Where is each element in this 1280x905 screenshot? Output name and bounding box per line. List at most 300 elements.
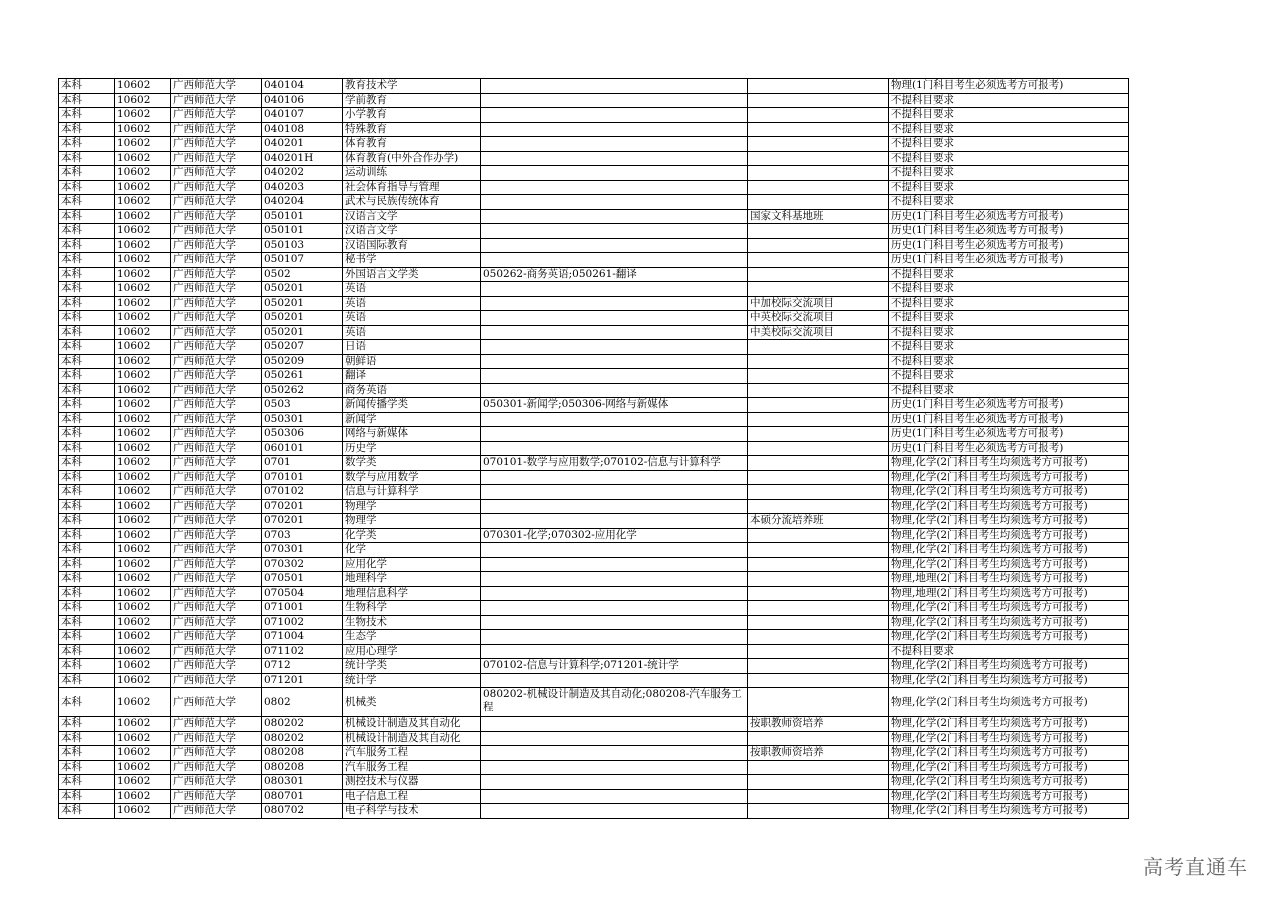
school-code-cell: 10602 bbox=[115, 688, 171, 717]
major-name-cell: 体育教育(中外合作办学) bbox=[343, 151, 481, 166]
included-majors-cell bbox=[481, 180, 748, 195]
school-code-cell: 10602 bbox=[115, 775, 171, 790]
level-cell: 本科 bbox=[59, 804, 115, 819]
major-code-cell: 050207 bbox=[262, 340, 343, 355]
school-name-cell: 广西师范大学 bbox=[171, 688, 262, 717]
major-code-cell: 071001 bbox=[262, 601, 343, 616]
level-cell: 本科 bbox=[59, 427, 115, 442]
table-row bbox=[59, 79, 1129, 94]
level-cell: 本科 bbox=[59, 586, 115, 601]
school-code-cell: 10602 bbox=[115, 499, 171, 514]
major-name-cell: 英语 bbox=[343, 282, 481, 297]
level-cell: 本科 bbox=[59, 122, 115, 137]
school-name-cell: 广西师范大学 bbox=[171, 137, 262, 152]
major-name-cell: 新闻学 bbox=[343, 412, 481, 427]
remarks-cell: 国家文科基地班 bbox=[748, 209, 889, 224]
remarks-cell bbox=[748, 441, 889, 456]
remarks-cell bbox=[748, 760, 889, 775]
subject-requirement-cell: 历史(1门科目考生必须选考方可报考) bbox=[889, 253, 1129, 268]
included-majors-cell bbox=[481, 775, 748, 790]
school-name-cell: 广西师范大学 bbox=[171, 615, 262, 630]
major-name-cell: 统计学类 bbox=[343, 659, 481, 674]
remarks-cell bbox=[748, 470, 889, 485]
subject-requirement-cell: 不提科目要求 bbox=[889, 108, 1129, 123]
remarks-cell bbox=[748, 122, 889, 137]
remarks-cell bbox=[748, 644, 889, 659]
remarks-cell bbox=[748, 630, 889, 645]
major-code-cell: 071201 bbox=[262, 673, 343, 688]
table-row bbox=[59, 528, 1129, 543]
school-name-cell: 广西师范大学 bbox=[171, 340, 262, 355]
remarks-cell bbox=[748, 224, 889, 239]
table-row bbox=[59, 775, 1129, 790]
included-majors-cell bbox=[481, 383, 748, 398]
school-name-cell: 广西师范大学 bbox=[171, 760, 262, 775]
subject-requirement-cell: 物理(1门科目考生必须选考方可报考) bbox=[889, 79, 1129, 94]
subject-requirement-cell: 历史(1门科目考生必须选考方可报考) bbox=[889, 238, 1129, 253]
school-name-cell: 广西师范大学 bbox=[171, 398, 262, 413]
level-cell: 本科 bbox=[59, 456, 115, 471]
school-code-cell: 10602 bbox=[115, 108, 171, 123]
school-name-cell: 广西师范大学 bbox=[171, 557, 262, 572]
table-row bbox=[59, 122, 1129, 137]
remarks-cell: 中加校际交流项目 bbox=[748, 296, 889, 311]
major-code-cell: 050103 bbox=[262, 238, 343, 253]
school-name-cell: 广西师范大学 bbox=[171, 528, 262, 543]
major-name-cell: 数学类 bbox=[343, 456, 481, 471]
table-row bbox=[59, 731, 1129, 746]
included-majors-cell bbox=[481, 470, 748, 485]
subject-requirement-cell: 物理,化学(2门科目考生均须选考方可报考) bbox=[889, 543, 1129, 558]
level-cell: 本科 bbox=[59, 93, 115, 108]
school-name-cell: 广西师范大学 bbox=[171, 731, 262, 746]
level-cell: 本科 bbox=[59, 630, 115, 645]
table-row bbox=[59, 209, 1129, 224]
included-majors-cell bbox=[481, 601, 748, 616]
table-row bbox=[59, 456, 1129, 471]
remarks-cell bbox=[748, 238, 889, 253]
major-code-cell: 0712 bbox=[262, 659, 343, 674]
remarks-cell bbox=[748, 615, 889, 630]
school-code-cell: 10602 bbox=[115, 659, 171, 674]
remarks-cell bbox=[748, 79, 889, 94]
included-majors-cell bbox=[481, 804, 748, 819]
school-name-cell: 广西师范大学 bbox=[171, 717, 262, 732]
school-code-cell: 10602 bbox=[115, 789, 171, 804]
major-code-cell: 050209 bbox=[262, 354, 343, 369]
table-row bbox=[59, 804, 1129, 819]
remarks-cell bbox=[748, 369, 889, 384]
major-name-cell: 统计学 bbox=[343, 673, 481, 688]
included-majors-cell bbox=[481, 557, 748, 572]
major-code-cell: 071102 bbox=[262, 644, 343, 659]
major-name-cell: 机械设计制造及其自动化 bbox=[343, 731, 481, 746]
major-code-cell: 050201 bbox=[262, 296, 343, 311]
table-row bbox=[59, 586, 1129, 601]
school-name-cell: 广西师范大学 bbox=[171, 267, 262, 282]
major-name-cell: 武术与民族传统体育 bbox=[343, 195, 481, 210]
school-code-cell: 10602 bbox=[115, 746, 171, 761]
remarks-cell bbox=[748, 456, 889, 471]
major-name-cell: 机械设计制造及其自动化 bbox=[343, 717, 481, 732]
major-name-cell: 社会体育指导与管理 bbox=[343, 180, 481, 195]
remarks-cell bbox=[748, 398, 889, 413]
level-cell: 本科 bbox=[59, 557, 115, 572]
subject-requirement-cell: 物理,化学(2门科目考生均须选考方可报考) bbox=[889, 659, 1129, 674]
included-majors-cell: 070101-数学与应用数学;070102-信息与计算科学 bbox=[481, 456, 748, 471]
table-row bbox=[59, 717, 1129, 732]
level-cell: 本科 bbox=[59, 180, 115, 195]
major-name-cell: 运动训练 bbox=[343, 166, 481, 181]
major-name-cell: 商务英语 bbox=[343, 383, 481, 398]
major-code-cell: 050107 bbox=[262, 253, 343, 268]
included-majors-cell bbox=[481, 673, 748, 688]
major-code-cell: 070201 bbox=[262, 499, 343, 514]
school-code-cell: 10602 bbox=[115, 195, 171, 210]
remarks-cell bbox=[748, 253, 889, 268]
major-name-cell: 地理信息科学 bbox=[343, 586, 481, 601]
subject-requirement-cell: 不提科目要求 bbox=[889, 296, 1129, 311]
major-name-cell: 数学与应用数学 bbox=[343, 470, 481, 485]
school-name-cell: 广西师范大学 bbox=[171, 166, 262, 181]
included-majors-cell bbox=[481, 731, 748, 746]
major-code-cell: 050101 bbox=[262, 209, 343, 224]
subject-requirement-cell: 不提科目要求 bbox=[889, 282, 1129, 297]
school-name-cell: 广西师范大学 bbox=[171, 789, 262, 804]
school-name-cell: 广西师范大学 bbox=[171, 804, 262, 819]
included-majors-cell bbox=[481, 615, 748, 630]
subject-requirement-cell: 物理,化学(2门科目考生均须选考方可报考) bbox=[889, 499, 1129, 514]
table-row bbox=[59, 151, 1129, 166]
subject-requirement-cell: 不提科目要求 bbox=[889, 151, 1129, 166]
school-code-cell: 10602 bbox=[115, 586, 171, 601]
school-name-cell: 广西师范大学 bbox=[171, 427, 262, 442]
subject-requirement-cell: 不提科目要求 bbox=[889, 93, 1129, 108]
major-name-cell: 汉语言文学 bbox=[343, 209, 481, 224]
major-name-cell: 教育技术学 bbox=[343, 79, 481, 94]
table-row bbox=[59, 311, 1129, 326]
table-row bbox=[59, 514, 1129, 529]
major-code-cell: 080208 bbox=[262, 760, 343, 775]
subject-requirement-cell: 物理,化学(2门科目考生均须选考方可报考) bbox=[889, 557, 1129, 572]
subject-requirement-cell: 物理,化学(2门科目考生均须选考方可报考) bbox=[889, 673, 1129, 688]
table-row bbox=[59, 383, 1129, 398]
remarks-cell bbox=[748, 731, 889, 746]
included-majors-cell bbox=[481, 151, 748, 166]
included-majors-cell bbox=[481, 325, 748, 340]
level-cell: 本科 bbox=[59, 601, 115, 616]
school-name-cell: 广西师范大学 bbox=[171, 354, 262, 369]
table-row bbox=[59, 673, 1129, 688]
level-cell: 本科 bbox=[59, 108, 115, 123]
major-code-cell: 040108 bbox=[262, 122, 343, 137]
school-code-cell: 10602 bbox=[115, 253, 171, 268]
subject-requirement-cell: 历史(1门科目考生必须选考方可报考) bbox=[889, 441, 1129, 456]
major-code-cell: 050101 bbox=[262, 224, 343, 239]
table-row bbox=[59, 470, 1129, 485]
school-name-cell: 广西师范大学 bbox=[171, 543, 262, 558]
level-cell: 本科 bbox=[59, 311, 115, 326]
included-majors-cell: 070102-信息与计算科学;071201-统计学 bbox=[481, 659, 748, 674]
included-majors-cell bbox=[481, 93, 748, 108]
subject-requirement-cell: 物理,化学(2门科目考生均须选考方可报考) bbox=[889, 717, 1129, 732]
remarks-cell bbox=[748, 108, 889, 123]
school-name-cell: 广西师范大学 bbox=[171, 746, 262, 761]
remarks-cell bbox=[748, 354, 889, 369]
included-majors-cell bbox=[481, 79, 748, 94]
school-code-cell: 10602 bbox=[115, 412, 171, 427]
subject-requirement-cell: 物理,化学(2门科目考生均须选考方可报考) bbox=[889, 528, 1129, 543]
school-code-cell: 10602 bbox=[115, 543, 171, 558]
school-code-cell: 10602 bbox=[115, 224, 171, 239]
table-row bbox=[59, 543, 1129, 558]
major-name-cell: 生物科学 bbox=[343, 601, 481, 616]
level-cell: 本科 bbox=[59, 615, 115, 630]
school-code-cell: 10602 bbox=[115, 238, 171, 253]
table-row bbox=[59, 195, 1129, 210]
level-cell: 本科 bbox=[59, 151, 115, 166]
included-majors-cell bbox=[481, 209, 748, 224]
school-code-cell: 10602 bbox=[115, 369, 171, 384]
school-name-cell: 广西师范大学 bbox=[171, 151, 262, 166]
table-row bbox=[59, 789, 1129, 804]
school-code-cell: 10602 bbox=[115, 760, 171, 775]
table-row bbox=[59, 659, 1129, 674]
major-code-cell: 080202 bbox=[262, 717, 343, 732]
school-name-cell: 广西师范大学 bbox=[171, 412, 262, 427]
subject-requirement-cell: 历史(1门科目考生必须选考方可报考) bbox=[889, 209, 1129, 224]
major-code-cell: 070101 bbox=[262, 470, 343, 485]
included-majors-cell bbox=[481, 340, 748, 355]
school-name-cell: 广西师范大学 bbox=[171, 325, 262, 340]
level-cell: 本科 bbox=[59, 369, 115, 384]
major-code-cell: 050201 bbox=[262, 325, 343, 340]
subject-requirement-cell: 不提科目要求 bbox=[889, 383, 1129, 398]
level-cell: 本科 bbox=[59, 166, 115, 181]
major-name-cell: 外国语言文学类 bbox=[343, 267, 481, 282]
subject-requirement-cell: 历史(1门科目考生必须选考方可报考) bbox=[889, 398, 1129, 413]
school-name-cell: 广西师范大学 bbox=[171, 108, 262, 123]
included-majors-cell bbox=[481, 296, 748, 311]
major-name-cell: 生物技术 bbox=[343, 615, 481, 630]
major-name-cell: 测控技术与仪器 bbox=[343, 775, 481, 790]
school-code-cell: 10602 bbox=[115, 528, 171, 543]
remarks-cell bbox=[748, 775, 889, 790]
remarks-cell bbox=[748, 383, 889, 398]
subject-requirement-cell: 物理,化学(2门科目考生均须选考方可报考) bbox=[889, 630, 1129, 645]
level-cell: 本科 bbox=[59, 412, 115, 427]
subject-requirement-cell: 不提科目要求 bbox=[889, 122, 1129, 137]
major-code-cell: 050301 bbox=[262, 412, 343, 427]
major-name-cell: 网络与新媒体 bbox=[343, 427, 481, 442]
school-code-cell: 10602 bbox=[115, 151, 171, 166]
level-cell: 本科 bbox=[59, 775, 115, 790]
school-code-cell: 10602 bbox=[115, 383, 171, 398]
level-cell: 本科 bbox=[59, 717, 115, 732]
table-row bbox=[59, 325, 1129, 340]
remarks-cell bbox=[748, 572, 889, 587]
school-name-cell: 广西师范大学 bbox=[171, 296, 262, 311]
school-name-cell: 广西师范大学 bbox=[171, 485, 262, 500]
school-code-cell: 10602 bbox=[115, 470, 171, 485]
subject-requirement-cell: 不提科目要求 bbox=[889, 267, 1129, 282]
school-name-cell: 广西师范大学 bbox=[171, 209, 262, 224]
school-name-cell: 广西师范大学 bbox=[171, 470, 262, 485]
subject-requirement-cell: 物理,地理(2门科目考生均须选考方可报考) bbox=[889, 586, 1129, 601]
level-cell: 本科 bbox=[59, 543, 115, 558]
major-code-cell: 080208 bbox=[262, 746, 343, 761]
subject-requirement-cell: 物理,化学(2门科目考生均须选考方可报考) bbox=[889, 688, 1129, 717]
major-name-cell: 应用心理学 bbox=[343, 644, 481, 659]
major-name-cell: 英语 bbox=[343, 325, 481, 340]
major-name-cell: 物理学 bbox=[343, 499, 481, 514]
major-code-cell: 0701 bbox=[262, 456, 343, 471]
school-code-cell: 10602 bbox=[115, 804, 171, 819]
included-majors-cell bbox=[481, 644, 748, 659]
included-majors-cell bbox=[481, 717, 748, 732]
subject-requirement-cell: 不提科目要求 bbox=[889, 311, 1129, 326]
subject-requirement-cell: 物理,化学(2门科目考生均须选考方可报考) bbox=[889, 615, 1129, 630]
school-name-cell: 广西师范大学 bbox=[171, 282, 262, 297]
table-body bbox=[59, 79, 1129, 819]
table-row bbox=[59, 760, 1129, 775]
subject-requirement-cell: 不提科目要求 bbox=[889, 325, 1129, 340]
table-row bbox=[59, 630, 1129, 645]
school-code-cell: 10602 bbox=[115, 514, 171, 529]
table-row bbox=[59, 557, 1129, 572]
level-cell: 本科 bbox=[59, 195, 115, 210]
table-row bbox=[59, 296, 1129, 311]
included-majors-cell bbox=[481, 354, 748, 369]
school-code-cell: 10602 bbox=[115, 166, 171, 181]
major-name-cell: 电子信息工程 bbox=[343, 789, 481, 804]
table-row bbox=[59, 253, 1129, 268]
school-code-cell: 10602 bbox=[115, 456, 171, 471]
subject-requirement-cell: 物理,化学(2门科目考生均须选考方可报考) bbox=[889, 789, 1129, 804]
subject-requirement-cell: 物理,化学(2门科目考生均须选考方可报考) bbox=[889, 746, 1129, 761]
included-majors-cell: 070301-化学;070302-应用化学 bbox=[481, 528, 748, 543]
included-majors-cell bbox=[481, 137, 748, 152]
table-row bbox=[59, 412, 1129, 427]
school-code-cell: 10602 bbox=[115, 630, 171, 645]
table-row bbox=[59, 180, 1129, 195]
included-majors-cell bbox=[481, 238, 748, 253]
level-cell: 本科 bbox=[59, 789, 115, 804]
included-majors-cell bbox=[481, 789, 748, 804]
major-name-cell: 汉语言文学 bbox=[343, 224, 481, 239]
major-name-cell: 应用化学 bbox=[343, 557, 481, 572]
school-code-cell: 10602 bbox=[115, 615, 171, 630]
subject-requirement-cell: 不提科目要求 bbox=[889, 644, 1129, 659]
level-cell: 本科 bbox=[59, 470, 115, 485]
major-code-cell: 0503 bbox=[262, 398, 343, 413]
table-row bbox=[59, 282, 1129, 297]
included-majors-cell bbox=[481, 195, 748, 210]
level-cell: 本科 bbox=[59, 354, 115, 369]
major-name-cell: 日语 bbox=[343, 340, 481, 355]
school-code-cell: 10602 bbox=[115, 340, 171, 355]
included-majors-cell bbox=[481, 166, 748, 181]
level-cell: 本科 bbox=[59, 572, 115, 587]
major-code-cell: 0502 bbox=[262, 267, 343, 282]
major-name-cell: 化学 bbox=[343, 543, 481, 558]
included-majors-cell: 050301-新闻学;050306-网络与新媒体 bbox=[481, 398, 748, 413]
remarks-cell bbox=[748, 528, 889, 543]
level-cell: 本科 bbox=[59, 485, 115, 500]
table-row bbox=[59, 238, 1129, 253]
included-majors-cell: 050262-商务英语;050261-翻译 bbox=[481, 267, 748, 282]
school-name-cell: 广西师范大学 bbox=[171, 630, 262, 645]
school-name-cell: 广西师范大学 bbox=[171, 456, 262, 471]
major-code-cell: 040202 bbox=[262, 166, 343, 181]
major-code-cell: 040107 bbox=[262, 108, 343, 123]
included-majors-cell bbox=[481, 514, 748, 529]
major-code-cell: 0802 bbox=[262, 688, 343, 717]
school-name-cell: 广西师范大学 bbox=[171, 224, 262, 239]
watermark-text: 高考直通车 bbox=[1143, 855, 1248, 879]
included-majors-cell bbox=[481, 282, 748, 297]
level-cell: 本科 bbox=[59, 253, 115, 268]
remarks-cell bbox=[748, 789, 889, 804]
included-majors-cell bbox=[481, 122, 748, 137]
admission-requirements-table bbox=[58, 78, 1129, 819]
major-code-cell: 070504 bbox=[262, 586, 343, 601]
subject-requirement-cell: 历史(1门科目考生必须选考方可报考) bbox=[889, 427, 1129, 442]
remarks-cell bbox=[748, 688, 889, 717]
subject-requirement-cell: 物理,化学(2门科目考生均须选考方可报考) bbox=[889, 760, 1129, 775]
level-cell: 本科 bbox=[59, 528, 115, 543]
major-name-cell: 电子科学与技术 bbox=[343, 804, 481, 819]
level-cell: 本科 bbox=[59, 325, 115, 340]
major-code-cell: 070102 bbox=[262, 485, 343, 500]
remarks-cell bbox=[748, 180, 889, 195]
table-row bbox=[59, 688, 1129, 717]
table-row bbox=[59, 267, 1129, 282]
subject-requirement-cell: 物理,化学(2门科目考生均须选考方可报考) bbox=[889, 470, 1129, 485]
level-cell: 本科 bbox=[59, 398, 115, 413]
included-majors-cell bbox=[481, 572, 748, 587]
school-name-cell: 广西师范大学 bbox=[171, 441, 262, 456]
school-name-cell: 广西师范大学 bbox=[171, 673, 262, 688]
subject-requirement-cell: 物理,化学(2门科目考生均须选考方可报考) bbox=[889, 601, 1129, 616]
level-cell: 本科 bbox=[59, 224, 115, 239]
subject-requirement-cell: 不提科目要求 bbox=[889, 180, 1129, 195]
remarks-cell bbox=[748, 93, 889, 108]
school-name-cell: 广西师范大学 bbox=[171, 253, 262, 268]
table-row bbox=[59, 369, 1129, 384]
table-row bbox=[59, 224, 1129, 239]
subject-requirement-cell: 不提科目要求 bbox=[889, 166, 1129, 181]
level-cell: 本科 bbox=[59, 688, 115, 717]
level-cell: 本科 bbox=[59, 659, 115, 674]
major-code-cell: 070201 bbox=[262, 514, 343, 529]
subject-requirement-cell: 历史(1门科目考生必须选考方可报考) bbox=[889, 412, 1129, 427]
included-majors-cell bbox=[481, 441, 748, 456]
included-majors-cell bbox=[481, 427, 748, 442]
school-code-cell: 10602 bbox=[115, 93, 171, 108]
included-majors-cell bbox=[481, 543, 748, 558]
major-code-cell: 0703 bbox=[262, 528, 343, 543]
major-name-cell: 翻译 bbox=[343, 369, 481, 384]
table-row bbox=[59, 441, 1129, 456]
remarks-cell bbox=[748, 427, 889, 442]
subject-requirement-cell: 物理,化学(2门科目考生均须选考方可报考) bbox=[889, 485, 1129, 500]
remarks-cell bbox=[748, 151, 889, 166]
included-majors-cell: 080202-机械设计制造及其自动化;080208-汽车服务工程 bbox=[481, 688, 748, 717]
remarks-cell bbox=[748, 195, 889, 210]
remarks-cell bbox=[748, 137, 889, 152]
table-row bbox=[59, 108, 1129, 123]
